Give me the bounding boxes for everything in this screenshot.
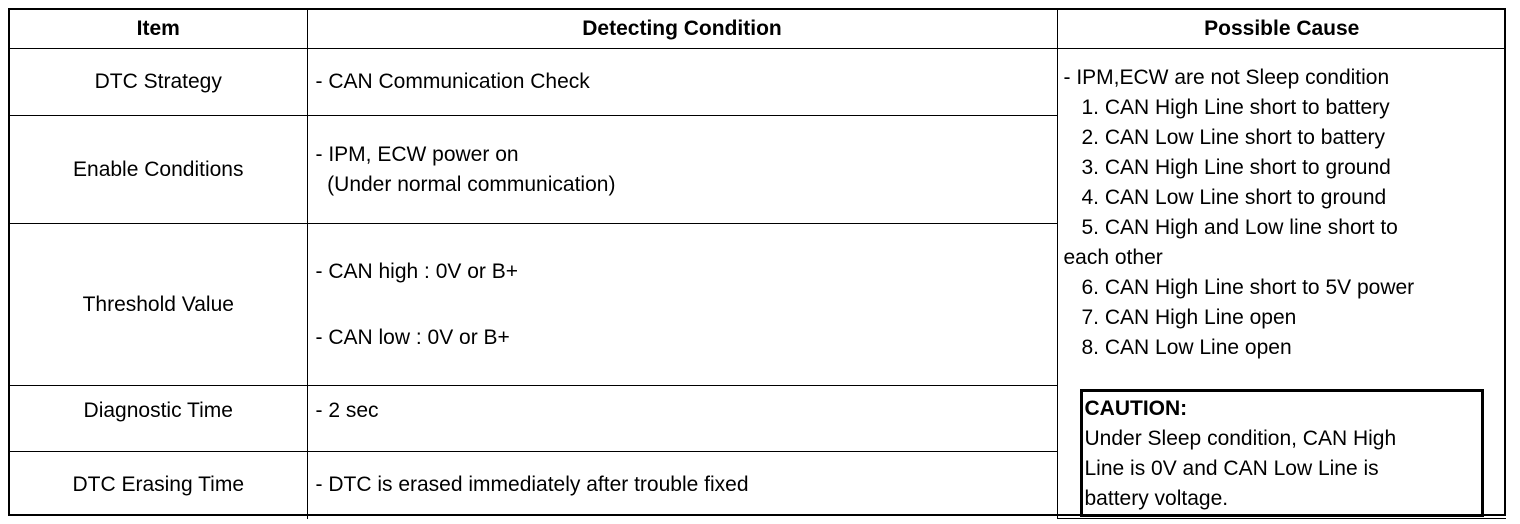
caution-title: CAUTION: (1084, 397, 1188, 420)
row-condition (307, 116, 1057, 224)
condition-line: - CAN high : 0V or B+ (315, 259, 519, 283)
header-row (10, 10, 1506, 49)
condition-line: (Under normal communication) (315, 172, 616, 196)
row-item-enable-conditions: Enable Conditions (10, 116, 307, 224)
dtc-table-wrapper (8, 8, 1506, 516)
caution-line: battery voltage. (1084, 487, 1229, 510)
cause-item: 7. CAN High Line open (1081, 306, 1297, 329)
header-condition: Detecting Condition (307, 10, 1057, 49)
caution-line: Line is 0V and CAN Low Line is (1084, 457, 1379, 480)
cause-item: 6. CAN High Line short to 5V power (1081, 276, 1415, 299)
cause-item: 4. CAN Low Line short to ground (1081, 186, 1387, 209)
cause-item-continued: each other (1063, 246, 1163, 269)
row-condition (307, 224, 1057, 386)
caution-line: Under Sleep condition, CAN High (1084, 427, 1397, 450)
row-item-diagnostic-time: Diagnostic Time (10, 386, 307, 452)
cause-item: 3. CAN High Line short to ground (1081, 156, 1391, 179)
row-condition (307, 452, 1057, 519)
possible-cause-cell (1057, 49, 1506, 519)
row-condition (307, 49, 1057, 116)
condition-line: - DTC is erased immediately after trouble fixed (315, 473, 749, 497)
header-cause: Possible Cause (1057, 10, 1506, 49)
cause-item: 5. CAN High and Low line short to (1081, 216, 1398, 239)
cause-intro: - IPM,ECW are not Sleep condition (1063, 66, 1390, 89)
condition-line: - IPM, ECW power on (315, 142, 519, 166)
row-item-dtc-erasing-time: DTC Erasing Time (10, 452, 307, 519)
row-item-dtc-strategy: DTC Strategy (10, 49, 307, 116)
cause-item: 2. CAN Low Line short to battery (1081, 126, 1385, 149)
condition-line: - 2 sec (315, 399, 379, 422)
header-item: Item (10, 10, 307, 49)
row-item-threshold-value: Threshold Value (10, 224, 307, 386)
condition-line: - CAN Communication Check (315, 70, 590, 93)
condition-line: - CAN low : 0V or B+ (315, 325, 510, 349)
condition-spacer (316, 287, 1057, 323)
caution-box (1080, 389, 1484, 517)
cause-item: 1. CAN High Line short to battery (1081, 96, 1390, 119)
table-row (10, 49, 1506, 116)
cause-item: 8. CAN Low Line open (1081, 336, 1292, 359)
row-condition (307, 386, 1057, 452)
dtc-table (10, 10, 1506, 519)
